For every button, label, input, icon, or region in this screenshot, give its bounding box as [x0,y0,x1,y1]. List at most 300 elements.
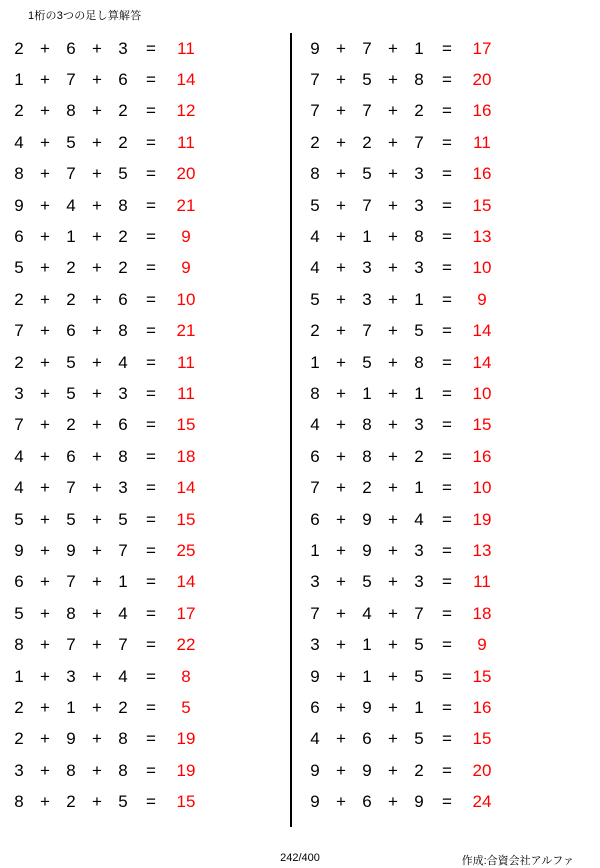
operand-b: 1 [362,383,372,403]
equals-sign: = [442,383,452,403]
operand-b: 1 [362,227,372,247]
operand-c: 2 [414,760,424,780]
plus-operator: + [92,760,102,780]
answer-value: 11 [177,38,195,58]
operand-a: 7 [310,70,320,90]
problem-row [8,472,290,503]
operand-b: 1 [362,635,372,655]
plus-operator: + [40,101,50,121]
plus-operator: + [336,164,346,184]
plus-operator: + [336,729,346,749]
answer-value: 14 [472,321,492,341]
plus-operator: + [92,666,102,686]
answer-value: 21 [176,195,196,215]
equals-sign: = [442,195,452,215]
operand-a: 2 [14,729,24,749]
plus-operator: + [92,540,102,560]
operand-b: 8 [362,446,372,466]
operand-a: 9 [14,540,24,560]
problem-row [8,535,290,566]
equals-sign: = [146,635,156,655]
operand-b: 6 [362,792,372,812]
operand-a: 9 [310,38,320,58]
answer-value: 22 [176,635,196,655]
operand-a: 9 [310,792,320,812]
operand-c: 3 [118,383,128,403]
plus-operator: + [336,792,346,812]
problem-row [8,127,290,158]
plus-operator: + [388,38,398,58]
operand-b: 4 [66,195,76,215]
problem-row [304,661,580,692]
answer-value: 15 [472,415,492,435]
problem-row [304,441,580,472]
plus-operator: + [336,540,346,560]
answer-value: 17 [472,38,492,58]
answer-value: 15 [176,415,196,435]
operand-c: 8 [118,195,128,215]
problem-row [304,127,580,158]
operand-b: 2 [66,792,76,812]
equals-sign: = [146,572,156,592]
operand-a: 6 [14,572,24,592]
operand-c: 5 [414,729,424,749]
plus-operator: + [336,383,346,403]
operand-b: 5 [66,509,76,529]
operand-a: 8 [14,792,24,812]
answer-value: 15 [472,195,492,215]
problem-row [304,378,580,409]
answer-value: 15 [176,792,196,812]
operand-a: 6 [310,697,320,717]
operand-c: 3 [118,478,128,498]
equals-sign: = [146,227,156,247]
answer-value: 18 [176,446,196,466]
plus-operator: + [388,760,398,780]
problem-row [8,629,290,660]
operand-a: 4 [14,478,24,498]
operand-a: 1 [14,70,24,90]
answer-value: 17 [176,603,196,623]
answer-value: 10 [472,258,492,278]
answer-value: 19 [176,729,196,749]
equals-sign: = [146,352,156,372]
operand-a: 2 [14,352,24,372]
plus-operator: + [92,478,102,498]
operand-b: 9 [362,509,372,529]
plus-operator: + [388,478,398,498]
operand-c: 4 [118,603,128,623]
plus-operator: + [336,101,346,121]
operand-a: 4 [310,729,320,749]
equals-sign: = [146,540,156,560]
plus-operator: + [336,446,346,466]
operand-b: 7 [362,38,372,58]
operand-b: 9 [66,540,76,560]
operand-b: 3 [66,666,76,686]
plus-operator: + [388,603,398,623]
operand-b: 8 [66,101,76,121]
problem-row [304,190,580,221]
plus-operator: + [92,697,102,717]
operand-c: 4 [414,509,424,529]
operand-c: 2 [118,258,128,278]
answer-value: 15 [176,509,196,529]
plus-operator: + [336,603,346,623]
equals-sign: = [442,101,452,121]
answer-value: 9 [181,227,191,247]
operand-c: 2 [118,227,128,247]
operand-a: 7 [310,101,320,121]
problem-row [304,472,580,503]
operand-c: 2 [118,101,128,121]
answer-value: 8 [181,666,191,686]
answer-value: 25 [176,540,196,560]
plus-operator: + [40,321,50,341]
plus-operator: + [92,101,102,121]
problem-row [8,441,290,472]
answer-value: 15 [472,729,492,749]
equals-sign: = [442,352,452,372]
plus-operator: + [40,697,50,717]
plus-operator: + [92,164,102,184]
plus-operator: + [40,666,50,686]
answer-value: 11 [473,132,491,152]
problem-row [304,755,580,786]
operand-b: 6 [66,38,76,58]
operand-a: 1 [310,352,320,372]
problem-row [8,190,290,221]
equals-sign: = [146,446,156,466]
operand-c: 8 [118,446,128,466]
operand-a: 9 [310,760,320,780]
page-count: 242/400 [280,852,320,864]
operand-c: 5 [118,792,128,812]
plus-operator: + [388,195,398,215]
plus-operator: + [40,509,50,529]
problem-columns [0,33,600,818]
operand-a: 1 [14,666,24,686]
operand-a: 7 [14,415,24,435]
operand-b: 6 [362,729,372,749]
plus-operator: + [388,101,398,121]
operand-a: 7 [14,321,24,341]
equals-sign: = [442,321,452,341]
problem-row [8,598,290,629]
operand-c: 2 [414,446,424,466]
operand-b: 1 [362,666,372,686]
equals-sign: = [146,383,156,403]
problem-row [304,253,580,284]
operand-b: 3 [362,258,372,278]
answer-value: 14 [176,572,196,592]
answer-value: 10 [176,289,196,309]
problem-row [8,96,290,127]
plus-operator: + [388,70,398,90]
operand-b: 5 [362,352,372,372]
operand-a: 2 [310,132,320,152]
operand-a: 3 [310,635,320,655]
plus-operator: + [388,540,398,560]
plus-operator: + [388,729,398,749]
plus-operator: + [92,227,102,247]
operand-b: 8 [66,760,76,780]
answer-value: 11 [177,383,195,403]
plus-operator: + [92,509,102,529]
problem-row [8,504,290,535]
plus-operator: + [40,446,50,466]
equals-sign: = [442,603,452,623]
operand-c: 6 [118,289,128,309]
plus-operator: + [388,258,398,278]
plus-operator: + [336,415,346,435]
plus-operator: + [40,635,50,655]
operand-b: 9 [362,540,372,560]
plus-operator: + [388,697,398,717]
plus-operator: + [336,38,346,58]
equals-sign: = [146,321,156,341]
answer-value: 21 [176,321,196,341]
answer-value: 9 [477,289,487,309]
operand-b: 8 [362,415,372,435]
operand-a: 5 [14,603,24,623]
answer-value: 19 [472,509,492,529]
operand-a: 2 [310,321,320,341]
problem-row [8,33,290,64]
operand-c: 7 [414,132,424,152]
operand-b: 5 [66,352,76,372]
plus-operator: + [40,289,50,309]
operand-a: 6 [14,227,24,247]
answer-value: 9 [181,258,191,278]
operand-a: 8 [14,164,24,184]
operand-b: 3 [362,289,372,309]
operand-c: 3 [414,164,424,184]
plus-operator: + [336,195,346,215]
equals-sign: = [146,289,156,309]
operand-b: 7 [66,70,76,90]
plus-operator: + [388,227,398,247]
problem-row [304,159,580,190]
operand-b: 5 [362,572,372,592]
problem-row [304,786,580,817]
equals-sign: = [442,666,452,686]
operand-a: 1 [310,540,320,560]
plus-operator: + [336,227,346,247]
operand-a: 6 [310,446,320,466]
equals-sign: = [442,132,452,152]
plus-operator: + [40,792,50,812]
equals-sign: = [442,478,452,498]
operand-a: 5 [310,195,320,215]
operand-b: 2 [362,478,372,498]
problem-row [304,347,580,378]
problem-row [8,786,290,817]
equals-sign: = [146,666,156,686]
operand-b: 2 [66,289,76,309]
operand-b: 6 [66,321,76,341]
plus-operator: + [388,383,398,403]
operand-a: 5 [310,289,320,309]
operand-c: 5 [118,164,128,184]
plus-operator: + [92,38,102,58]
operand-a: 2 [14,101,24,121]
operand-b: 9 [362,760,372,780]
operand-b: 5 [362,70,372,90]
answer-value: 24 [472,792,492,812]
plus-operator: + [92,289,102,309]
plus-operator: + [336,635,346,655]
plus-operator: + [336,70,346,90]
operand-b: 5 [66,132,76,152]
plus-operator: + [92,572,102,592]
equals-sign: = [146,697,156,717]
problem-row [8,378,290,409]
problem-row [8,221,290,252]
operand-c: 6 [118,70,128,90]
equals-sign: = [442,164,452,184]
answer-value: 16 [472,164,492,184]
problem-row [8,410,290,441]
page-title: 1桁の3つの足し算解答 [28,10,142,22]
operand-b: 2 [362,132,372,152]
operand-a: 2 [14,289,24,309]
operand-b: 1 [66,697,76,717]
operand-c: 2 [118,697,128,717]
problem-row [8,64,290,95]
answer-value: 5 [181,697,191,717]
plus-operator: + [40,38,50,58]
operand-c: 6 [118,415,128,435]
answer-value: 10 [472,383,492,403]
equals-sign: = [146,258,156,278]
problem-row [304,504,580,535]
operand-a: 4 [310,227,320,247]
operand-c: 1 [414,383,424,403]
operand-a: 5 [14,509,24,529]
plus-operator: + [40,603,50,623]
problem-row [8,253,290,284]
equals-sign: = [146,729,156,749]
plus-operator: + [40,195,50,215]
problem-row [8,316,290,347]
plus-operator: + [40,352,50,372]
answer-value: 9 [477,635,487,655]
operand-c: 1 [414,697,424,717]
plus-operator: + [92,729,102,749]
operand-a: 9 [310,666,320,686]
plus-operator: + [388,635,398,655]
operand-a: 4 [310,415,320,435]
plus-operator: + [92,792,102,812]
operand-a: 3 [310,572,320,592]
answer-value: 16 [472,697,492,717]
operand-a: 5 [14,258,24,278]
problem-column-right [290,33,580,818]
plus-operator: + [388,792,398,812]
plus-operator: + [40,572,50,592]
equals-sign: = [442,446,452,466]
operand-c: 7 [118,635,128,655]
operand-c: 2 [414,101,424,121]
problem-row [304,692,580,723]
operand-c: 1 [414,478,424,498]
equals-sign: = [146,760,156,780]
problem-row [304,535,580,566]
operand-b: 7 [362,101,372,121]
equals-sign: = [442,70,452,90]
equals-sign: = [442,697,452,717]
operand-c: 1 [414,289,424,309]
operand-c: 8 [414,70,424,90]
answer-value: 14 [472,352,492,372]
equals-sign: = [442,38,452,58]
operand-a: 2 [14,38,24,58]
operand-b: 7 [66,478,76,498]
problem-row [304,724,580,755]
problem-row [8,567,290,598]
operand-a: 8 [310,383,320,403]
plus-operator: + [40,478,50,498]
equals-sign: = [442,540,452,560]
plus-operator: + [388,509,398,529]
plus-operator: + [92,132,102,152]
plus-operator: + [92,195,102,215]
problem-row [8,347,290,378]
plus-operator: + [40,415,50,435]
problem-row [304,629,580,660]
operand-b: 2 [66,258,76,278]
equals-sign: = [442,729,452,749]
operand-a: 9 [14,195,24,215]
operand-c: 7 [414,603,424,623]
plus-operator: + [40,132,50,152]
problem-row [8,755,290,786]
operand-a: 4 [14,446,24,466]
plus-operator: + [388,572,398,592]
operand-a: 4 [14,132,24,152]
plus-operator: + [336,258,346,278]
plus-operator: + [336,666,346,686]
equals-sign: = [442,792,452,812]
operand-c: 2 [118,132,128,152]
operand-b: 8 [66,603,76,623]
operand-c: 8 [414,227,424,247]
operand-c: 8 [118,321,128,341]
answer-value: 10 [472,478,492,498]
answer-value: 16 [472,101,492,121]
operand-b: 7 [66,572,76,592]
plus-operator: + [336,509,346,529]
problem-row [8,661,290,692]
answer-value: 18 [472,603,492,623]
operand-c: 9 [414,792,424,812]
operand-c: 1 [414,38,424,58]
answer-value: 11 [473,572,491,592]
problem-row [304,96,580,127]
answer-value: 20 [472,70,492,90]
answer-value: 11 [177,132,195,152]
equals-sign: = [146,38,156,58]
operand-a: 3 [14,383,24,403]
plus-operator: + [40,540,50,560]
equals-sign: = [146,603,156,623]
operand-c: 8 [118,729,128,749]
plus-operator: + [92,352,102,372]
problem-row [304,567,580,598]
plus-operator: + [92,635,102,655]
operand-b: 7 [66,164,76,184]
